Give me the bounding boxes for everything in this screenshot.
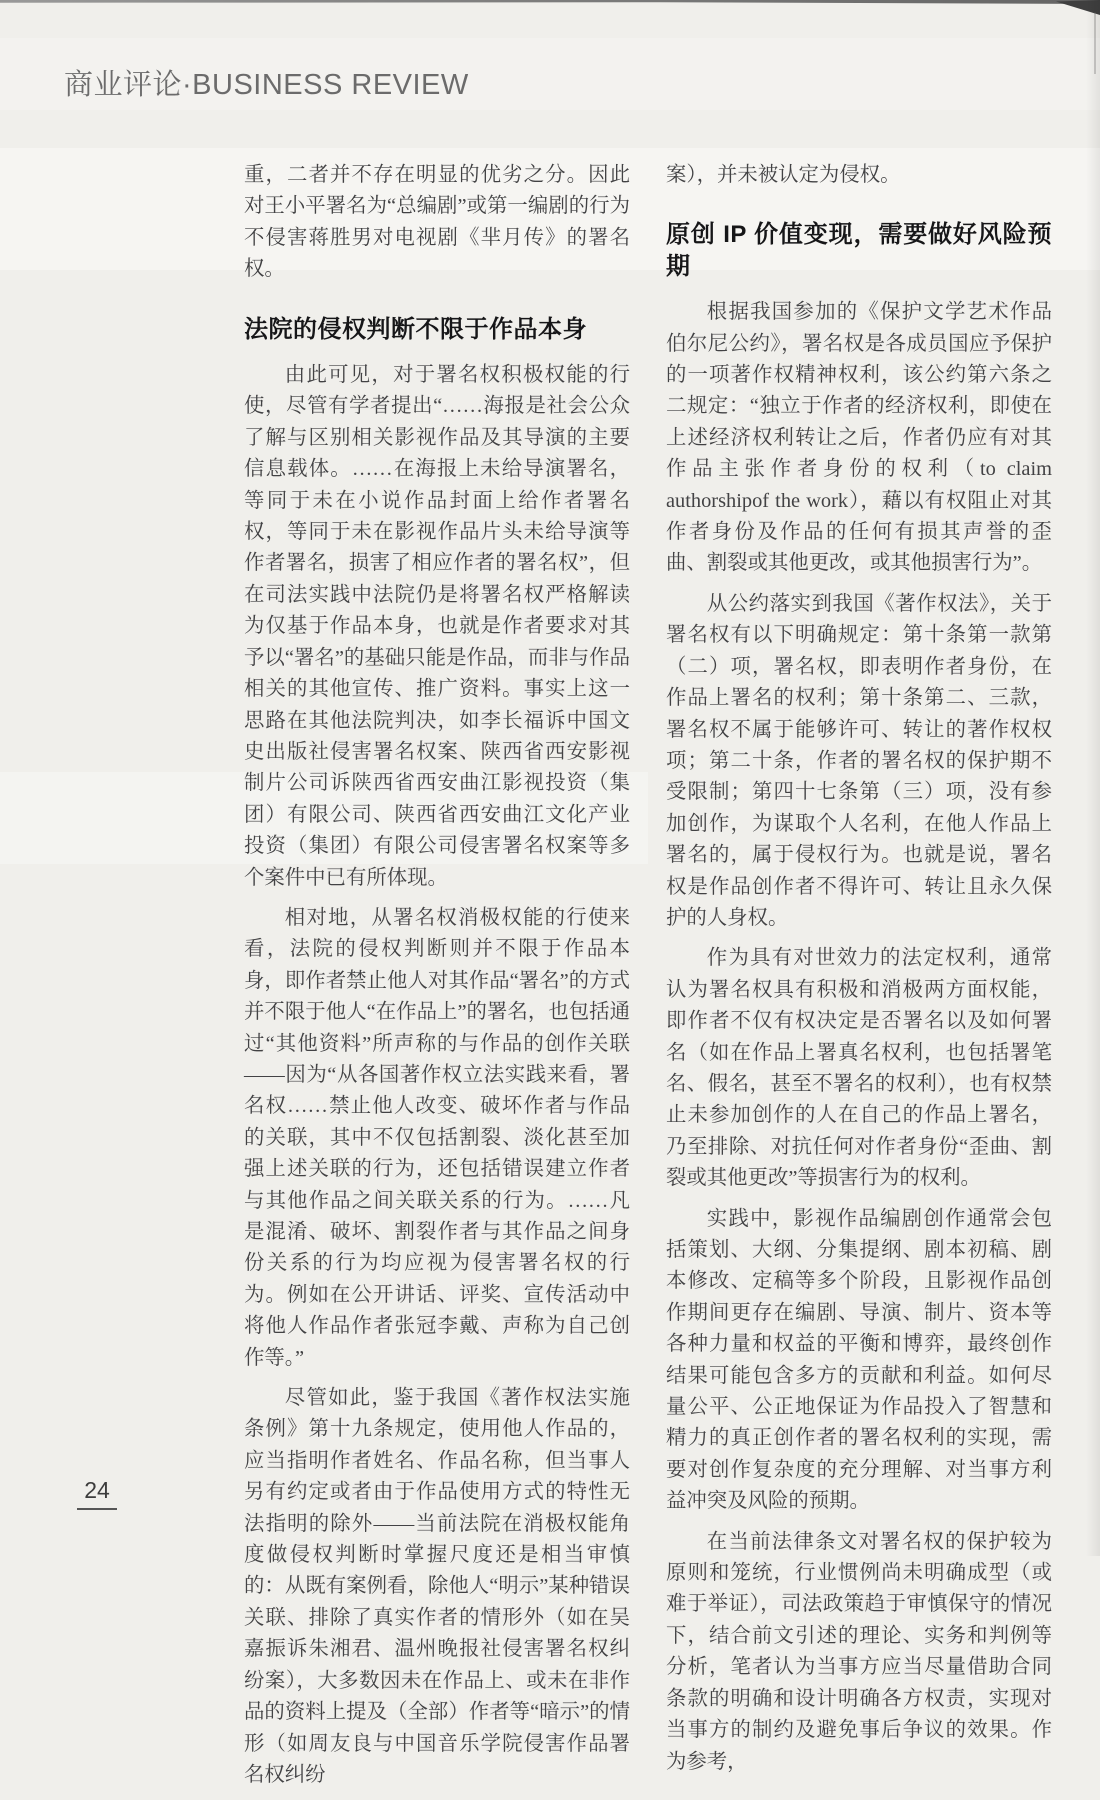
right-column xyxy=(666,160,1052,1787)
body-paragraph: 在当前法律条文对署名权的保护较为原则和笼统，行业惯例尚未明确成型（或难于举证），司法政策趋于审慎保守的情况下，结合前文引述的理论、实务和判例等分析，笔者认为当事方应当尽量借助合同条款的明确和设计明确各方权责，实现对当事方的制约及避免事后争议的效果。作为参考， xyxy=(666,1530,1052,1773)
scan-top-edge-line xyxy=(0,0,1100,4)
scan-corner-line xyxy=(1094,12,1096,74)
body-paragraph: 从公约落实到我国《著作权法》，关于署名权有以下明确规定：第十条第一款第（二）项，署名权，即表明作者身份，在作品上署名的权利；第十条第二、三款，署名权不属于能够许可、转让的著作权权项；第二十条，作者的署名权的保护期不受限制；第四十七条第（三）项，没有参加创作，为谋取个人名利，在他人作品上署名的，属于侵权行为。也就是说，署名权是作品创作者不得许可、转让且永久保护的人身权。 xyxy=(666,592,1052,929)
body-paragraph: 由此可见，对于署名权积极权能的行使，尽管有学者提出“……海报是社会公众了解与区别相关影视作品及其导演的主要信息载体。……在海报上未给导演署名，等同于未在小说作品封面上给作者署名权，等同于未在影视作品片头未给导演等作者署名，损害了相应作者的署名权”，但在司法实践中法院仍是将署名权严格解读为仅基于作品本身，也就是作者要求对其予以“署名”的基础只能是作品，而非与作品相关的其他宣传、推广资料。事实上这一思路在其他法院判决，如李长福诉中国文史出版社侵害署名权案、陕西省西安影视制片公司诉陕西省西安曲江影视投资（集团）有限公司、陕西省西安曲江文化产业投资（集团）有限公司侵害署名权案等多个案件中已有所体现。 xyxy=(244,364,630,889)
page-number: 24 xyxy=(77,1477,117,1510)
section-heading-ip-value: 原创 IP 价值变现，需要做好风险预期 xyxy=(666,221,1052,280)
body-paragraph: 相对地，从署名权消极权能的行使来看，法院的侵权判断则并不限于作品本身，即作者禁止他人对其作品“署名”的方式并不限于他人“在作品上”的署名，也包括通过“其他资料”所声称的与作品的创作关联——因为“从各国著作权立法实践来看，署名权……禁止他人改变、破坏作者与作品的关联，其中不仅包括割裂、淡化甚至加强上述关联的行为，还包括错误建立作者与其他作品之间关联关系的行为。……凡是混淆、破坏、割裂作者与其作品之间身份关系的行为均应视为侵害署名权的行为。例如在公开讲话、评奖、宣传活动中将他人作品作者张冠李戴、声称为自己创作等。” xyxy=(244,906,630,1369)
body-paragraph: 尽管如此，鉴于我国《著作权法实施条例》第十九条规定，使用他人作品的，应当指明作者姓名、作品名称，但当事人另有约定或者由于作品使用方式的特性无法指明的除外——当前法院在消极权能角度做侵权判断时掌握尺度还是相当审慎的：从既有案例看，除他人“明示”某种错误关联、排除了真实作者的情形外（如在吴嘉振诉朱湘君、温州晚报社侵害署名权纠纷案），大多数因未在作品上、或未在非作品的资料上提及（全部）作者等“暗示”的情形（如周友良与中国音乐学院侵害作品署名权纠纷 xyxy=(244,1387,630,1786)
body-paragraph: 根据我国参加的《保护文学艺术作品伯尔尼公约》，署名权是各成员国应予保护的一项著作权精神权利，该公约第六条之二规定：“独立于作者的经济权利，即使在上述经济权利转让之后，作者仍应有对其作品主张作者身份的权利（to claim authorshipof the work），藉以有权阻止对其作者身份及作品的任何有损其声誉的歪曲、割裂或其他更改，或其他损害行为”。 xyxy=(666,301,1052,575)
scan-right-edge-shadow xyxy=(1086,0,1100,1556)
running-header-title: 商业评论·BUSINESS REVIEW xyxy=(64,69,469,101)
body-paragraph: 作为具有对世效力的法定权利，通常认为署名权具有积极和消极两方面权能，即作者不仅有权决定是否署名以及如何署名（如在作品上署真名权利，也包括署笔名、假名，甚至不署名的权利），也有权禁止未参加创作的人在自己的作品上署名，乃至排除、对抗任何对作者身份“歪曲、割裂或其他更改”等损害行为的权利。 xyxy=(666,947,1052,1190)
body-paragraph: 实践中，影视作品编剧创作通常会包括策划、大纲、分集提纲、剧本初稿、剧本修改、定稿等多个阶段，且影视作品创作期间更存在编剧、导演、制片、资本等各种力量和权益的平衡和博弈，最终创作结果可能包含多方的贡献和利益。如何尽量公平、公正地保证为作品投入了智慧和精力的真正创作者的署名权利的实现，需要对创作复杂度的充分理解、对当事方利益冲突及风险的预期。 xyxy=(666,1207,1052,1513)
left-column xyxy=(244,160,630,1800)
section-heading-court-judgment: 法院的侵权判断不限于作品本身 xyxy=(244,315,587,343)
body-paragraph: 重，二者并不存在明显的优劣之分。因此对王小平署名为“总编剧”或第一编剧的行为不侵害蒋胜男对电视剧《芈月传》的署名权。 xyxy=(244,164,630,281)
body-paragraph: 案），并未被认定为侵权。 xyxy=(666,164,901,186)
